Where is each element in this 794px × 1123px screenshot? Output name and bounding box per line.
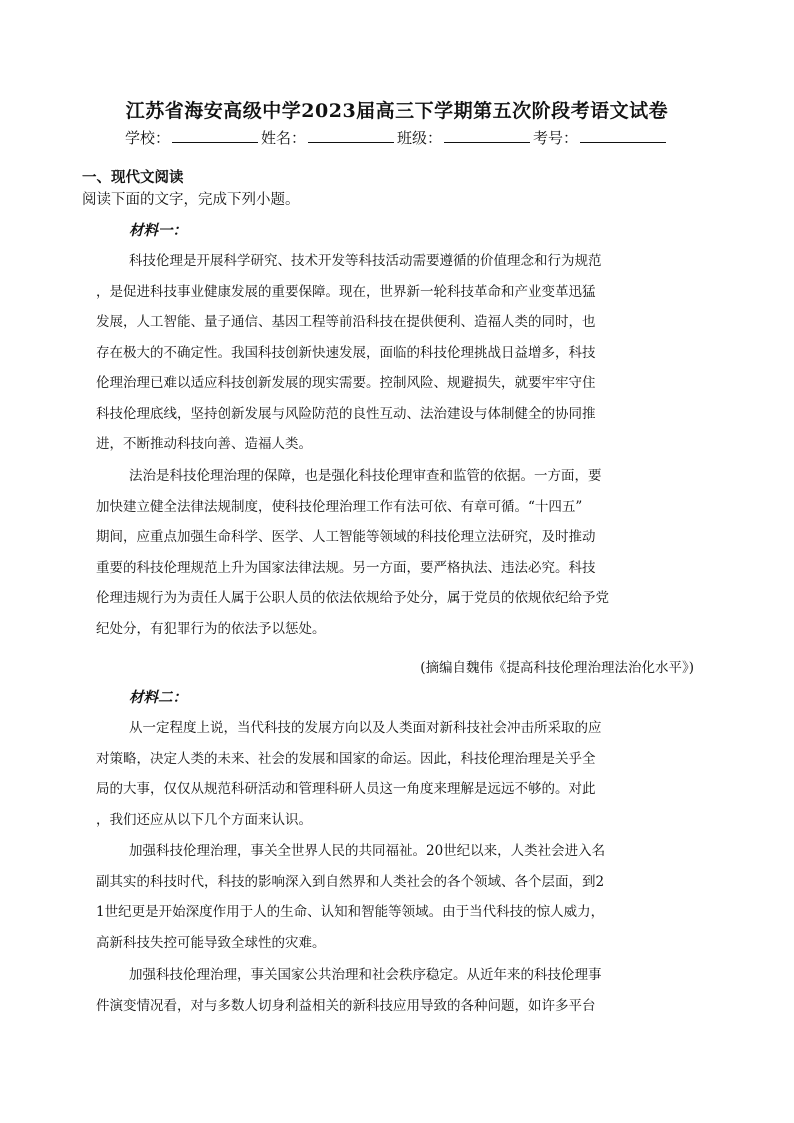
material-2-label: 材料二： — [129, 690, 187, 706]
class-label: 班级： — [397, 129, 443, 147]
text-line: 加强科技伦理治理，事关国家公共治理和社会秩序稳定。从近年来的科技伦理事 — [129, 967, 602, 983]
material-2-paragraph-1 — [96, 713, 692, 835]
text-line: 科技伦理是开展科学研究、技术开发等科技活动需要遵循的价值理念和行为规范 — [129, 253, 602, 269]
section-heading: 一、现代文阅读 — [82, 170, 184, 186]
material-2-paragraph-2 — [96, 836, 692, 958]
material-1-paragraph-2 — [96, 461, 692, 644]
id-label: 考号： — [533, 129, 579, 147]
text-line: 法治是科技伦理治理的保障，也是强化科技伦理审查和监管的依据。一方面，要 — [129, 468, 602, 484]
text-line: ，我们还应从以下几个方面来认识。 — [96, 811, 312, 828]
text-line: 件演变情况看，对与多数人切身利益相关的新科技应用导致的各种问题，如许多平台 — [96, 997, 596, 1014]
reading-instruction: 阅读下面的文字，完成下列小题。 — [82, 192, 300, 208]
student-info-row — [0, 127, 794, 148]
text-line: 从一定程度上说，当代科技的发展方向以及人类面对新科技社会冲击所采取的应 — [129, 720, 602, 736]
text-line: 科技伦理底线，坚持创新发展与风险防范的良性互动、法治建设与体制健全的协同推 — [96, 405, 596, 422]
text-line: 重要的科技伦理规范上升为国家法律法规。另一方面，要严格执法、违法必究。科技 — [96, 559, 596, 576]
school-label: 学校： — [124, 129, 170, 147]
text-line: 伦理治理已难以适应科技创新发展的现实需要。控制风险、规避损失，就要牢牢守住 — [96, 375, 596, 391]
text-line: 局的大事，仅仅从规范科研活动和管理科研人员这一角度来理解是远远不够的。对此 — [96, 781, 596, 797]
material-1-source: (摘编自魏伟《提高科技伦理治理法治化水平》) — [420, 660, 694, 676]
material-1-label: 材料一： — [129, 223, 187, 239]
class-blank — [444, 128, 530, 143]
material-1-paragraph-1 — [96, 246, 692, 460]
text-line: 进，不断推动科技向善、造福人类。 — [96, 436, 312, 452]
text-line: 存在极大的不确定性。我国科技创新快速发展，面临的科技伦理挑战日益增多，科技 — [96, 344, 596, 361]
text-line: 1世纪更是开始深度作用于人的生命、认知和智能等领域。由于当代科技的惊人威力， — [96, 904, 605, 920]
exam-title: 江苏省海安高级中学2023届高三下学期第五次阶段考语文试卷 — [125, 100, 669, 122]
text-line: 伦理违规行为为责任人属于公职人员的依法依规给予处分，属于党员的依规依纪给予党 — [96, 590, 609, 606]
text-line: ，是促进科技事业健康发展的重要保障。现在，世界新一轮科技革命和产业变革迅猛 — [96, 283, 596, 300]
name-blank — [308, 128, 394, 143]
name-label: 姓名： — [260, 129, 306, 147]
material-2-paragraph-3 — [96, 960, 692, 1021]
text-line: 纪处分，有犯罪行为的依法予以惩处。 — [96, 620, 326, 637]
text-line: 发展，人工智能、量子通信、基因工程等前沿科技在提供便利、造福人类的同时，也 — [96, 314, 596, 330]
text-line: 加快建立健全法律法规制度，使科技伦理治理工作有法可依、有章可循。“十四五” — [96, 498, 583, 515]
id-blank — [580, 128, 666, 143]
text-line: 高新科技失控可能导致全球性的灾难。 — [96, 934, 326, 951]
text-line: 副其实的科技时代，科技的影响深入到自然界和人类社会的各个领域、各个层面，到2 — [96, 873, 605, 890]
text-line: 对策略，决定人类的未来、社会的发展和国家的命运。因此，科技伦理治理是关乎全 — [96, 750, 596, 767]
school-blank — [172, 128, 258, 143]
text-line: 加强科技伦理治理，事关全世界人民的共同福祉。20世纪以来，人类社会进入名 — [129, 843, 606, 859]
text-line: 期间，应重点加强生命科学、医学、人工智能等领域的科技伦理立法研究，及时推动 — [96, 529, 596, 545]
